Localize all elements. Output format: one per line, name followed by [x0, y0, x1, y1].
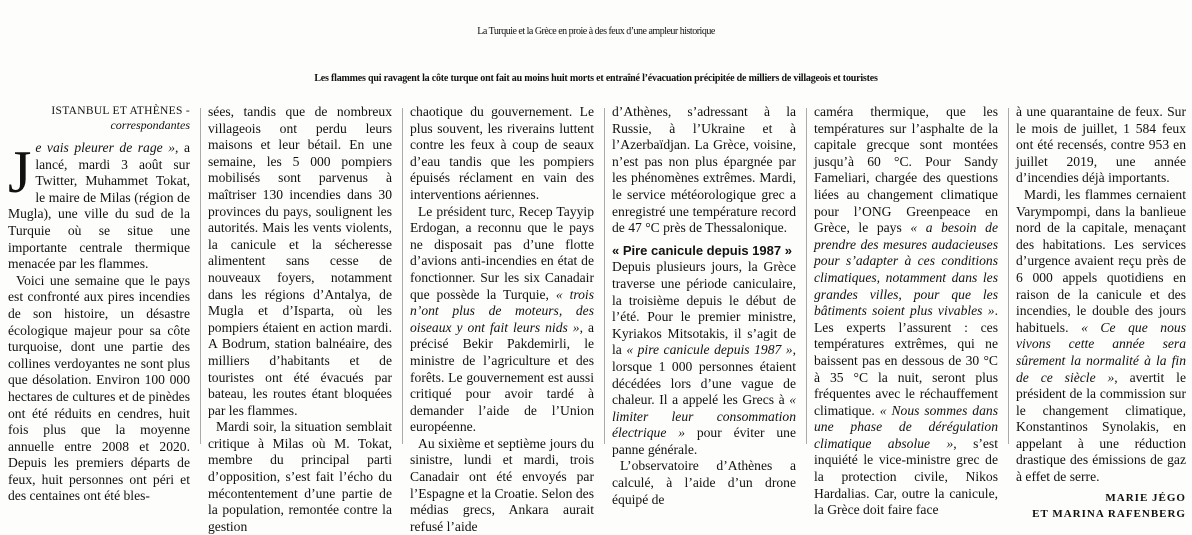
paragraph: Mardi, les flammes cernaient Varympompi, dans la banlieue nord de la capitale, menaçant des habitations. Les services d’urgence avaient reçu près de 6 000 appels quotidiens en raison de la canicule et des incendies, le double des jours habituels. « Ce que nous vivons cette année sera sûrement la normalité à la fin de ce siècle », avertit le président de la commission sur le changement climatique, Konstantinos Synolakis, en appelant à une réduction drastique des émissions de gaz à effet de serre.	[1016, 186, 1186, 485]
drop-cap: J	[8, 139, 32, 205]
quote: « pire canicule depuis 1987 »	[626, 342, 793, 358]
dateline-role: correspondantes	[110, 118, 190, 132]
quote: « Nous sommes dans une phase de dérégulation climatique absolue »	[814, 402, 998, 451]
paragraph: caméra thermique, que les températures sur l’asphalte de la capitale grecque sont montées jusqu’à 60 °C. Pour Sandy Fameliari, chargée des questions liées au changement climatique pour l’ONG Greenpeace en Grèce, le pays « a besoin de prendre des mesures audacieuses pour s’adapter à ces conditions climatiques, notamment dans les grandes villes, pour que les bâtiments soient plus vivables ». Les experts l’assurent : ces températures extrêmes, qui ne baissent pas en dessous de 30 °C à 35 °C la nuit, seront plus fréquentes avec le réchauffement climatique. « Nous sommes dans une phase de dérégulation climatique absolue », s’est inquiété le vice-ministre grec de la protection civile, Nikos Hardalias. Car, outre la canicule, la Grèce doit faire face	[814, 104, 999, 518]
paragraph: Depuis plusieurs jours, la Grèce traverse une période caniculaire, la troisième depuis le début de l’été. Pour le premier ministre, Kyriakos Mitsotakis, il s’agit de la « pire canicule depuis 1987 », lorsque 1 000 personnes étaient décédées lors d’une vague de chaleur. Il a appelé les Grecs à « limiter leur consommation électrique » pour éviter une panne générale.	[612, 259, 797, 457]
article-column-6	[1016, 104, 1186, 520]
article-column-5	[814, 104, 999, 518]
article-column-1	[8, 104, 190, 504]
paragraph: sées, tandis que de nombreux villageois ont perdu leurs maisons et leur bétail. En une semaine, les 5 000 pompiers mobilisés sont parvenus à maîtriser 130 incendies dans 30 provinces du pays, soulignent les autorités. Mais les vents violents, la canicule et la sécheresse alimentent sans cesse de nouveaux foyers, notamment dans les régions d’Antalya, de Mugla et d’Isparta, où les pompiers étaient en action mardi. A Bodrum, station balnéaire, des milliers d’habitants et de touristes ont été évacués par bateau, les routes étant bloquées par les flammes.	[208, 104, 392, 418]
dateline	[8, 104, 190, 132]
article-body	[8, 104, 1186, 534]
column-divider	[1008, 108, 1009, 444]
dateline-place: ISTANBUL ET ATHÈNES -	[51, 105, 190, 117]
column-divider	[806, 108, 807, 444]
intertitle: « Pire canicule depuis 1987 »	[612, 242, 792, 258]
byline-author-2: ET MARINA RAFENBERG	[1032, 507, 1186, 520]
lead-quote: e vais pleurer de rage »	[35, 140, 176, 155]
article-column-4	[612, 104, 797, 507]
headline: La Turquie et la Grèce en proie à des feux d’une ampleur historique	[477, 26, 715, 37]
quote: « trois n’ont plus de moteurs, des oiseaux y ont fait leurs nids »	[410, 286, 594, 335]
quote: « a besoin de prendre des mesures audacieuses pour s’adapter à ces conditions climatiques, notamment dans les grandes villes, pour que les bâtiments soient plus vivables »	[814, 220, 998, 319]
column-divider	[200, 108, 201, 444]
paragraph: chaotique du gouvernement. Le plus souvent, les riverains luttent contre les feux à coup de seaux d’eau tandis que les pompiers épuisés réclament en vain des interventions aériennes.	[410, 104, 594, 202]
byline	[1016, 490, 1186, 522]
paragraph: Le président turc, Recep Tayyip Erdogan, a reconnu que le pays ne disposait pas d’une flotte d’avions anti-incendies en état de fonctionner. Sur les six Canadair que possède la Turquie, « trois n’ont plus de moteurs, des oiseaux y ont fait leurs nids », a précisé Bekir Pakdemirli, le ministre de l’agriculture et des forêts. Le gouvernement est aussi critiqué pour avoir tardé à demander l’aide de l’Union européenne.	[410, 203, 594, 435]
quote: « limiter leur consommation électrique »	[612, 392, 796, 441]
column-divider	[604, 108, 605, 444]
article-column-3	[410, 104, 594, 534]
article-column-2	[208, 104, 392, 534]
paragraph: Au sixième et septième jours du sinistre, lundi et mardi, trois Canadair ont été envoyés par l’Espagne et la Croatie. Selon des médias grecs, Ankara aurait refusé l’aide	[410, 435, 594, 534]
column-divider	[402, 108, 403, 444]
paragraph: Mardi soir, la situation semblait critique à Milas où M. Tokat, membre du principal parti d’opposition, s’est fait l’écho du mécontentement d’une partie de la population, remontée contre la gestion	[208, 419, 392, 534]
paragraph: L’observatoire d’Athènes a calculé, à l’aide d’un drone équipé de	[612, 458, 796, 507]
byline-author-1: MARIE JÉGO	[1105, 491, 1186, 504]
quote: « Ce que nous vivons cette année sera sûrement la normalité à la fin de ce siècle »	[1016, 319, 1186, 385]
subheadline: Les flammes qui ravagent la côte turque ont fait au moins huit morts et entraîné l’évacuation précipitée de milliers de villageois et touristes	[314, 73, 878, 84]
paragraph: à une quarantaine de feux. Sur le mois de juillet, 1 584 feux ont été recensés, contre 953 en juillet 2019, une année d’incendies déjà importants.	[1016, 104, 1186, 186]
paragraph: d’Athènes, s’adressant à la Russie, à l’Ukraine et à l’Azerbaïdjan. La Grèce, voisine, n’est pas non plus épargnée par les phénomènes extrêmes. Mardi, le service météorologique grec a enregistré une température record de 47 °C près de Thessalonique.	[612, 104, 796, 236]
lead-paragraph: Je vais pleurer de rage », a lancé, mardi 3 août sur Twitter, Muhammet Tokat, le maire de Milas (région de Mugla), une ville du sud de la Turquie où se situe une importante centrale thermique menacée par les flammes.	[8, 139, 190, 272]
paragraph: Voici une semaine que le pays est confronté aux pires incendies de son histoire, un désastre écologique majeur pour sa côte turquoise, dont une partie des collines verdoyantes ne sont plus que désolation. Environ 100 000 hectares de cultures et de pinèdes ont été réduits en cendres, huit fois plus que la moyenne annuelle entre 2008 et 2020. Depuis les premiers départs de feux, huit personnes ont péri et des centaines ont été bles-	[8, 272, 190, 504]
